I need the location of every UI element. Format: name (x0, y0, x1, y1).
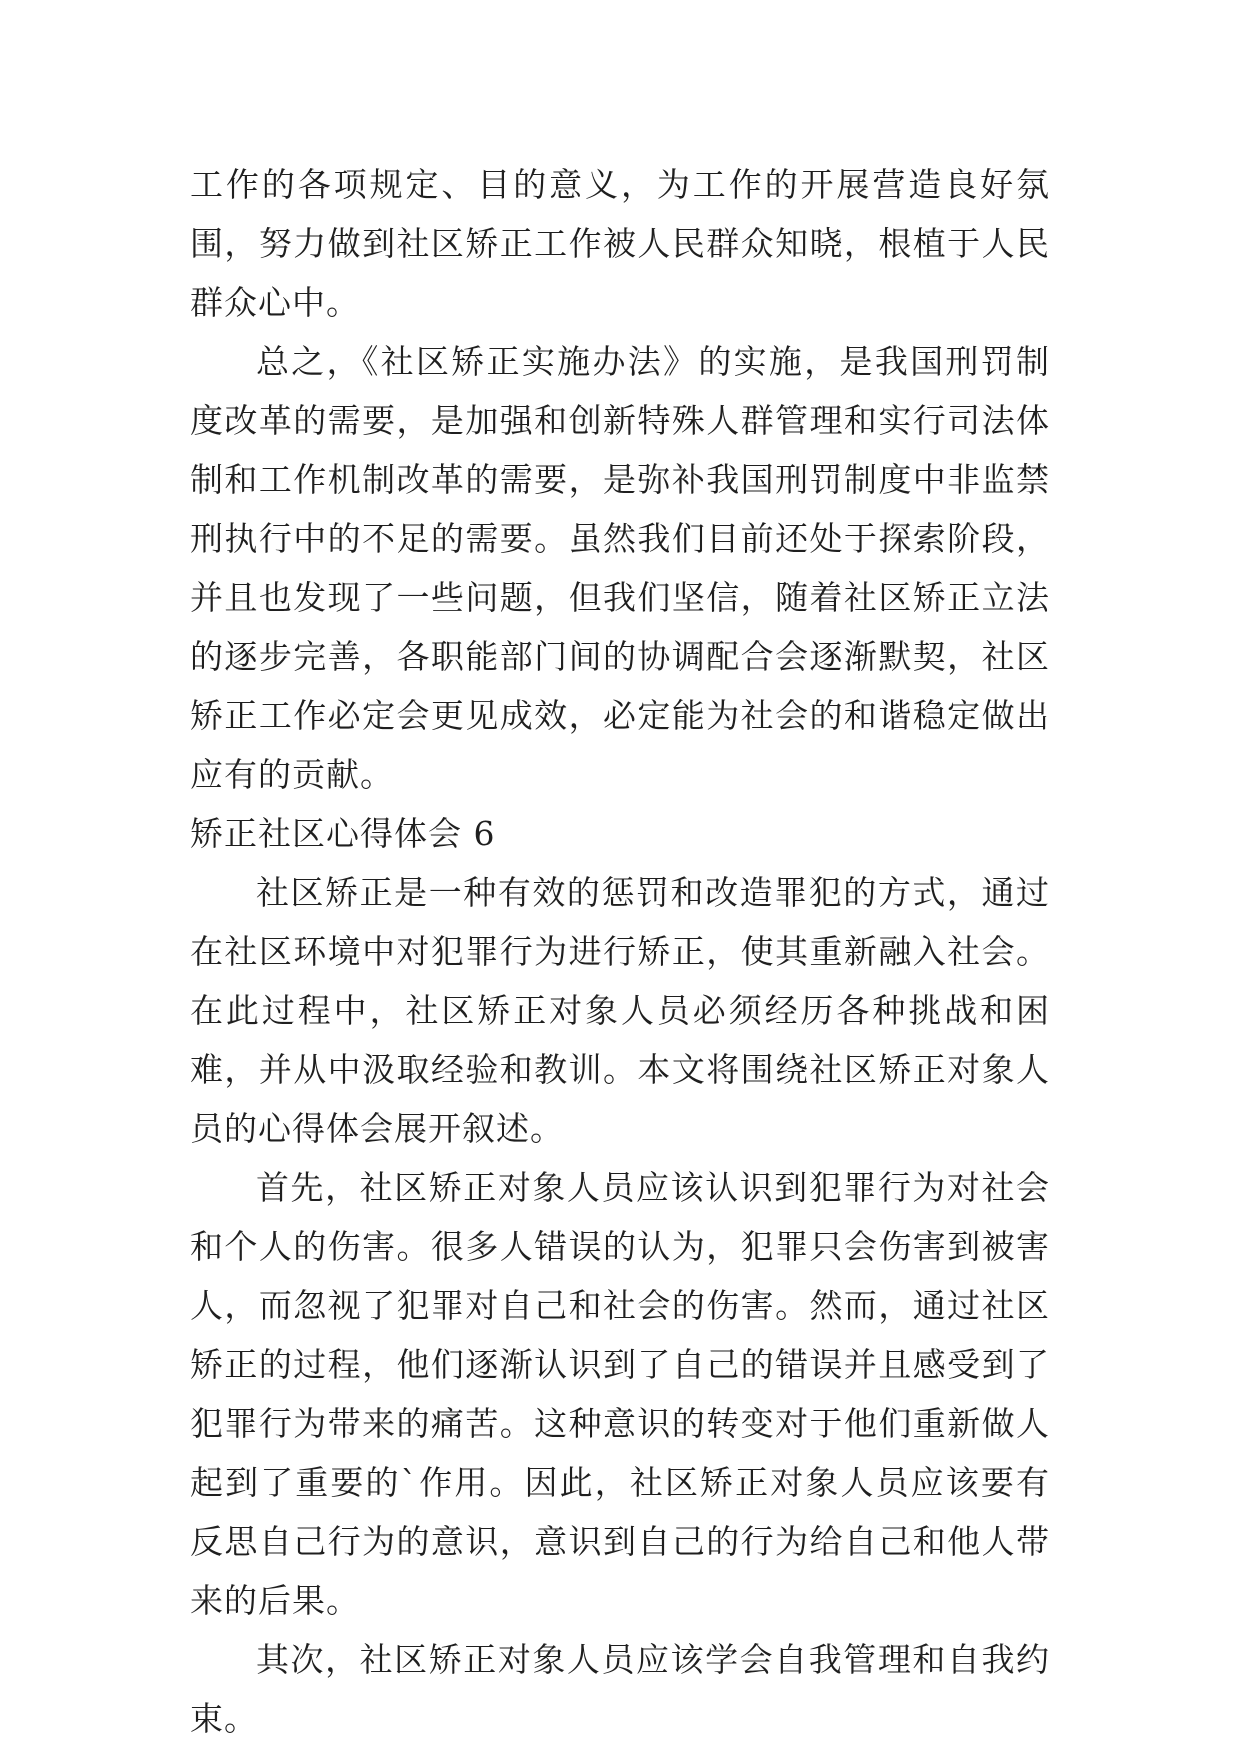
paragraph-summary: 总之，《社区矫正实施办法》的实施，是我国刑罚制度改革的需要，是加强和创新特殊人群管理和实行司法体制和工作机制改革的需要，是弥补我国刑罚制度中非监禁刑执行中的不足的需要。虽然我们目前还处于探索阶段，并且也发现了一些问题，但我们坚信，随着社区矫正立法的逐步完善，各职能部门间的协调配合会逐渐默契，社区矫正工作必定会更见成效，必定能为社会的和谐稳定做出应有的贡献。 (190, 342, 1050, 794)
paragraph-first-point: 首先，社区矫正对象人员应该认识到犯罪行为对社会和个人的伤害。很多人错误的认为，犯罪只会伤害到被害人，而忽视了犯罪对自己和社会的伤害。然而，通过社区矫正的过程，他们逐渐认识到了自己的错误并且感受到了犯罪行为带来的痛苦。这种意识的转变对于他们重新做人起到了重要的`作用。因此，社区矫正对象人员应该要有反思自己行为的意识，意识到自己的行为给自己和他人带来的后果。 (190, 1168, 1050, 1620)
paragraph-intro: 社区矫正是一种有效的惩罚和改造罪犯的方式，通过在社区环境中对犯罪行为进行矫正，使其重新融入社会。在此过程中，社区矫正对象人员必须经历各种挑战和困难，并从中汲取经验和教训。本文将围绕社区矫正对象人员的心得体会展开叙述。 (190, 873, 1050, 1148)
section-heading: 矫正社区心得体会 6 (190, 814, 496, 853)
document-body (190, 155, 1050, 1748)
paragraph-second-point: 其次，社区矫正对象人员应该学会自我管理和自我约束。 (190, 1640, 1050, 1738)
paragraph-continuation: 工作的各项规定、目的意义，为工作的开展营造良好氛围，努力做到社区矫正工作被人民群众知晓，根植于人民群众心中。 (190, 165, 1050, 322)
